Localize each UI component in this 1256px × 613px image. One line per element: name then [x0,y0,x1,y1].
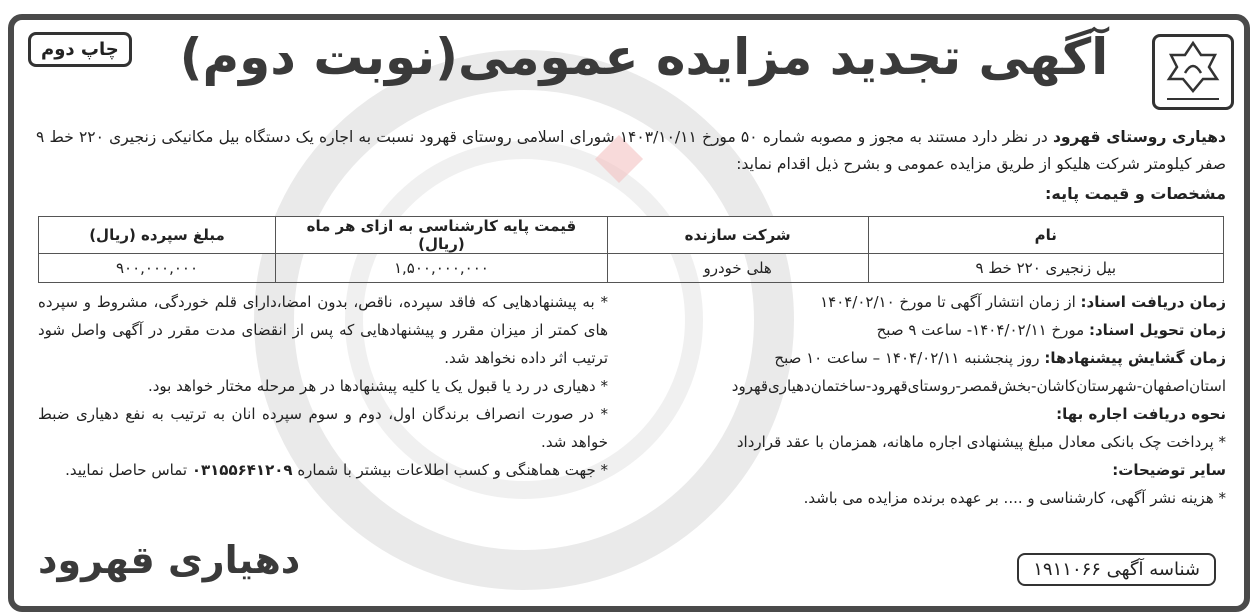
intro-paragraph [36,124,1226,178]
intro-org: دهیاری روستای قهرود [1052,128,1226,146]
notice-frame [8,14,1250,612]
header-maker: شرکت سازنده [607,217,868,254]
other-text: * هزینه نشر آگهی، کارشناسی و .... بر عهده برنده مزایده می باشد. [803,489,1226,507]
specs-title: مشخصات و قیمت پایه: [1044,184,1226,203]
conditions-column [38,288,608,484]
notice-title: آگهی تجدید مزایده عمومی(نوبت دوم) [179,28,1109,86]
other-label: سایر توضیحات: [1112,461,1226,479]
details-column [636,288,1226,512]
note-2: * دهیاری در رد یا قبول یک یا کلیه پیشنهادها در هر مرحله مختار خواهد بود. [147,377,608,395]
print-badge: چاپ دوم [28,32,132,67]
intro-text: در نظر دارد مستند به مجوز و مصوبه شماره ۵۰ مورخ ۱۴۰۳/۱۰/۱۱ شورای اسلامی روستای قهرود نسبت به اجاره یک دستگاه بیل مکانیکی زنجیری ۲۲۰ خط ۹ صفر کیلومتر شرکت هلیکو از طریق مزایده عمومی و بشرح ذیل اقدام نماید: [36,128,1226,173]
cell-base-price: ۱,۵۰۰,۰۰۰,۰۰۰ [276,254,608,283]
note-3: * در صورت انصراف برندگان اول، دوم و سوم سپرده انان به ترتیب به نفع دهیاری ضبط خواهد شد. [38,405,608,451]
ad-id-badge: شناسه آگهی ۱۹۱۱۰۶۶ [1017,553,1216,586]
note-4: * جهت هماهنگی و کسب اطلاعات بیشتر با شماره ۰۳۱۵۵۶۴۱۲۰۹ تماس حاصل نمایید. [65,461,608,479]
doc-deliver-line: زمان تحویل اسناد: مورخ ۱۴۰۴/۰۲/۱۱- ساعت ۹ صبح [876,321,1226,339]
cell-name: بیل زنجیری ۲۲۰ خط ۹ [868,254,1224,283]
footer-org: دهیاری قهرود [38,538,301,582]
header-deposit: مبلغ سپرده (ریال) [39,217,276,254]
doc-receive-line: زمان دریافت اسناد: از زمان انتشار آگهی تا مورخ ۱۴۰۴/۰۲/۱۰ [820,293,1226,311]
opening-line: زمان گشایش پیشنهادها: روز پنجشنبه ۱۴۰۴/۰۲/۱۱ – ساعت ۱۰ صبح [774,349,1226,367]
address-line: استان‌اصفهان-شهرستان‌کاشان-بخش‌قمصر-روستای‌قهرود-ساختمان‌دهیاری‌قهرود [731,377,1226,395]
spec-table [38,216,1224,283]
header-base-price: قیمت پایه کارشناسی به ازای هر ماه (ریال) [276,217,608,254]
payment-label: نحوه دریافت اجاره بها: [1056,405,1226,423]
table-header-row [39,217,1224,254]
header-name: نام [868,217,1224,254]
header [14,20,1244,110]
table-row [39,254,1224,283]
note-1: * به پیشنهادهایی که فاقد سپرده، ناقص، بدون امضا،دارای قلم خوردگی، مشروط و سپرده های کمتر از میزان مقرر و پیشنهادهایی که پس از انقضای مدت مقرر در آگهی واصل شود ترتیب اثر داده نخواهد شد. [38,293,608,367]
cell-deposit: ۹۰۰,۰۰۰,۰۰۰ [39,254,276,283]
village-council-logo-icon [1152,34,1234,110]
contact-phone: ۰۳۱۵۵۶۴۱۲۰۹ [191,461,293,479]
payment-text: * پرداخت چک بانکی معادل مبلغ پیشنهادی اجاره ماهانه، همزمان با عقد قرارداد [736,433,1226,451]
cell-maker: هلی خودرو [607,254,868,283]
